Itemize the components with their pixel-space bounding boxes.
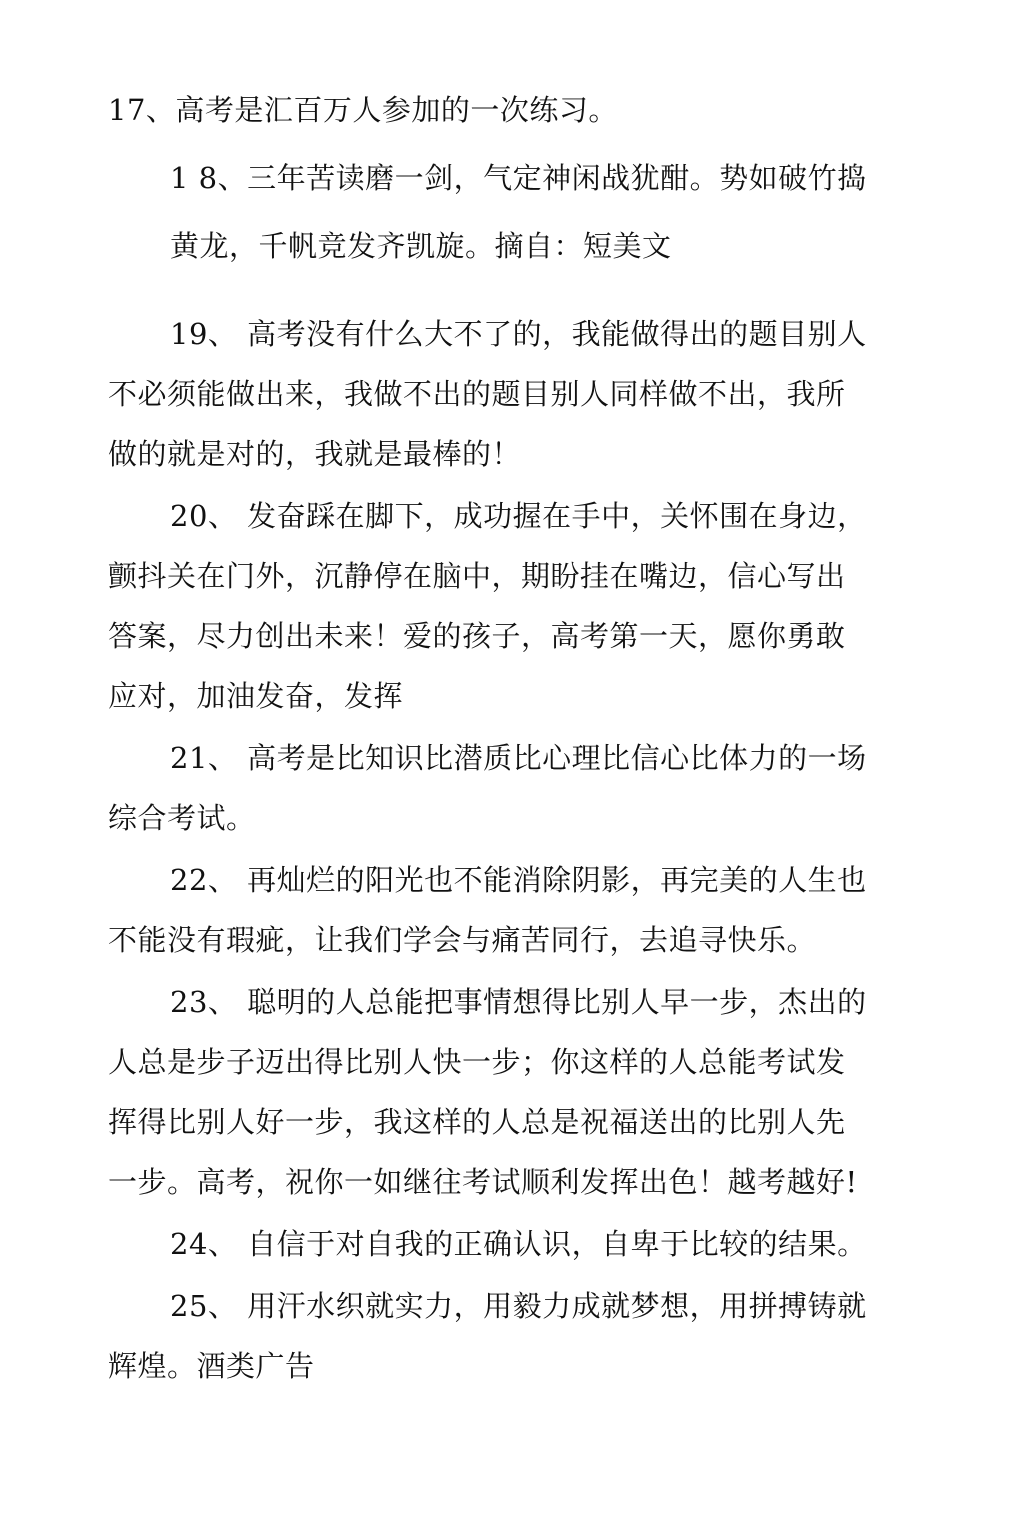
- text-line: 22、 再灿烂的阳光也不能消除阴影，再完美的人生也: [170, 863, 867, 897]
- text-line: 21、 高考是比知识比潜质比心理比信心比体力的一场: [170, 741, 867, 775]
- text-line: 23、 聪明的人总能把事情想得比别人早一步，杰出的: [170, 985, 867, 1019]
- text-line: 19、 高考没有什么大不了的，我能做得出的题目别人: [170, 317, 867, 351]
- text-line: 20、 发奋踩在脚下，成功握在手中，关怀围在身边，: [170, 499, 867, 533]
- text-line: 25、 用汗水织就实力，用毅力成就梦想，用拼搏铸就: [170, 1289, 867, 1323]
- text-line: 1 8、三年苦读磨一剑，气定神闲战犹酣。势如破竹捣: [170, 161, 867, 195]
- text-line: 黄龙，千帆竞发齐凯旋。摘自：短美文: [170, 229, 672, 263]
- text-line: 辉煌。酒类广告: [108, 1349, 315, 1383]
- text-line: 综合考试。: [108, 801, 256, 835]
- text-line: 17、高考是汇百万人参加的一次练习。: [108, 93, 618, 127]
- text-line: 挥得比别人好一步，我这样的人总是祝福送出的比别人先: [108, 1105, 846, 1139]
- text-line: 应对，加油发奋，发挥: [108, 679, 404, 713]
- text-line: 不必须能做出来，我做不出的题目别人同样做不出，我所: [108, 377, 846, 411]
- text-line: 做的就是对的，我就是最棒的！: [108, 437, 522, 471]
- text-line: 一步。高考，祝你一如继往考试顺利发挥出色！越考越好!: [108, 1165, 858, 1199]
- text-line: 颤抖关在门外，沉静停在脑中，期盼挂在嘴边，信心写出: [108, 559, 846, 593]
- text-line: 不能没有瑕疵，让我们学会与痛苦同行，去追寻快乐。: [108, 923, 817, 957]
- text-line: 人总是步子迈出得比别人快一步；你这样的人总能考试发: [108, 1045, 846, 1079]
- text-line: 24、 自信于对自我的正确认识，自卑于比较的结果。: [170, 1227, 867, 1261]
- text-line: 答案，尽力创出未来！爱的孩子，高考第一天，愿你勇敢: [108, 619, 846, 653]
